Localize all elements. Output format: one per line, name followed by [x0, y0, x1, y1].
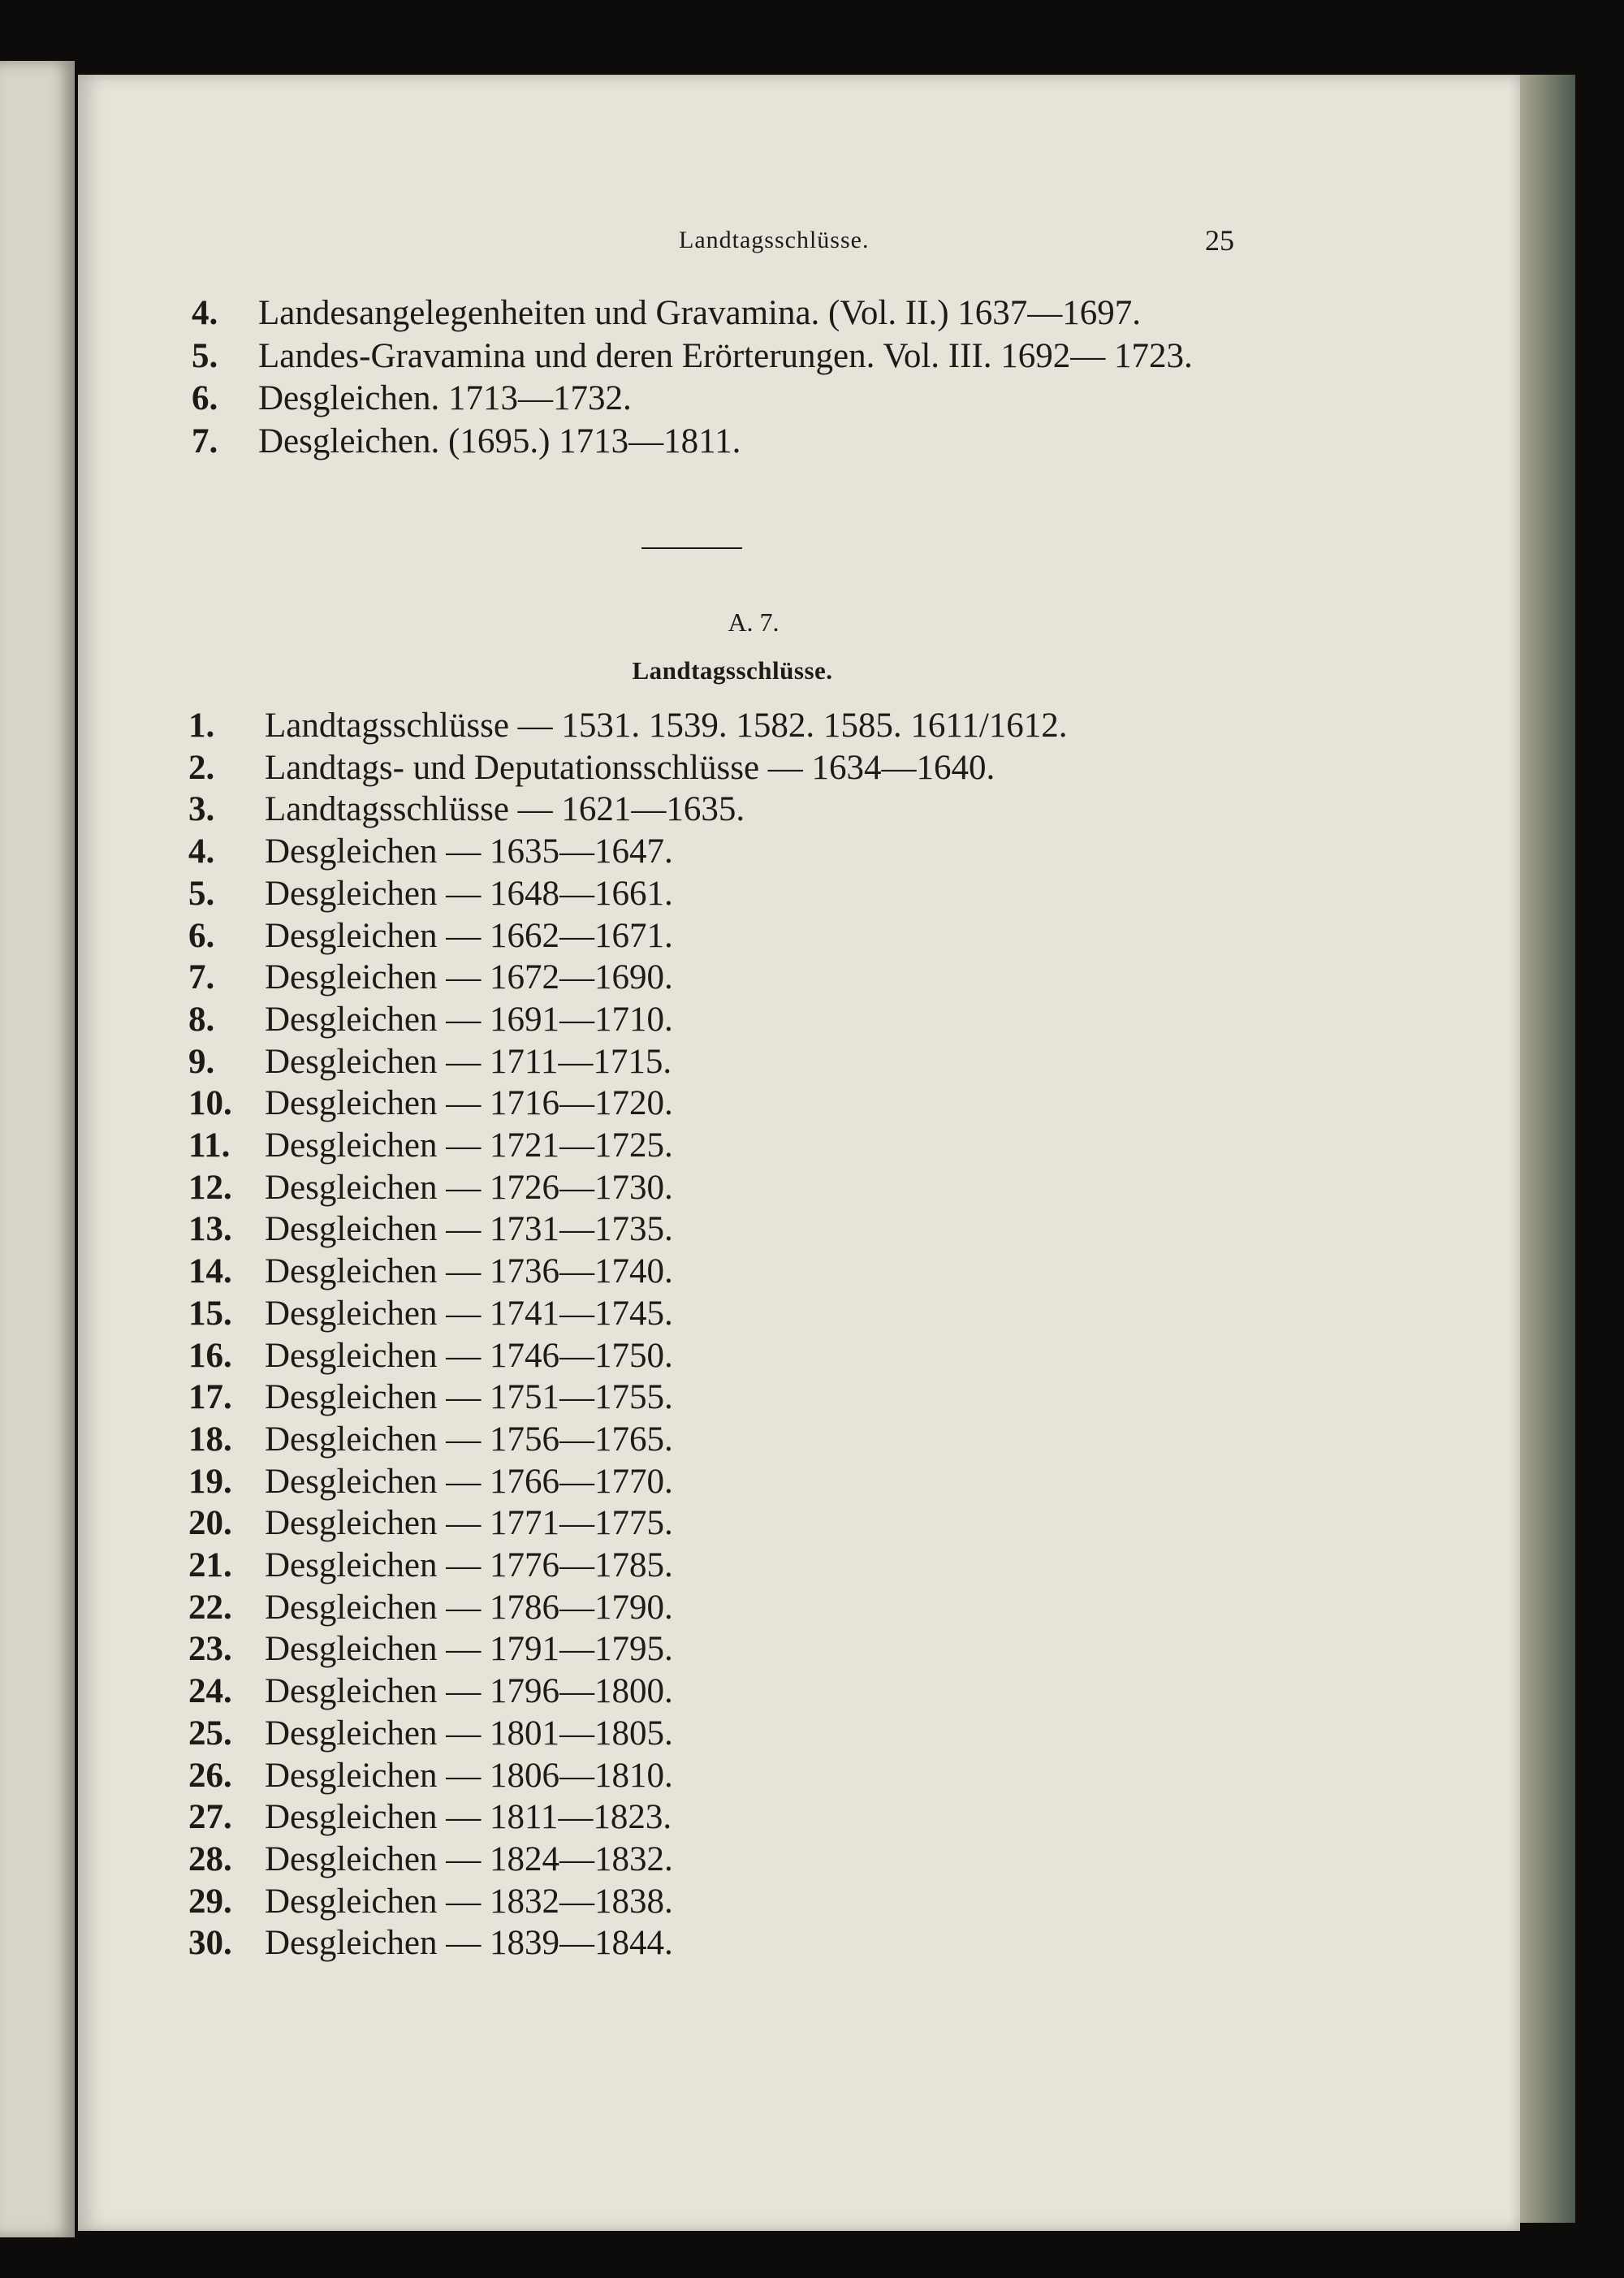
list-item-number: 2. [188, 748, 215, 787]
list-item-text: Desgleichen — 1811—1823. [265, 1798, 672, 1837]
list-item-number: 20. [188, 1504, 232, 1543]
list-item-text: Desgleichen — 1746—1750. [265, 1336, 673, 1375]
list-item-number: 16. [188, 1336, 232, 1375]
list-item-text: Desgleichen — 1806—1810. [265, 1756, 673, 1795]
list-item [188, 831, 1325, 873]
section-title [78, 656, 1520, 685]
list-item-text: Desgleichen. 1713—1732. [258, 379, 632, 417]
list-item-number: 19. [188, 1462, 232, 1501]
list-item-text: Desgleichen — 1766—1770. [265, 1462, 673, 1501]
list-item-number: 21. [188, 1546, 232, 1585]
list-item [188, 873, 1325, 915]
list-item [188, 1671, 1325, 1713]
list-item-number: 7. [188, 958, 215, 997]
list-item [188, 1545, 1325, 1587]
list-item-number: 28. [188, 1839, 232, 1878]
list-item-number: 9. [188, 1042, 215, 1081]
list-item-text: Desgleichen — 1726—1730. [265, 1168, 673, 1207]
list-item [188, 1208, 1325, 1251]
list-item-number: 5. [192, 336, 218, 375]
list-item [192, 378, 1255, 421]
list-item-number: 12. [188, 1168, 232, 1207]
list-item-number: 4. [188, 832, 215, 871]
main-list [188, 705, 1325, 1965]
list-item-number: 30. [188, 1924, 232, 1963]
list-item [188, 789, 1325, 831]
list-item [188, 1502, 1325, 1545]
list-item-text: Desgleichen — 1776—1785. [265, 1546, 673, 1585]
list-item-number: 13. [188, 1210, 232, 1249]
list-item-text: Landtagsschlüsse — 1621—1635. [265, 790, 745, 829]
list-item [188, 1796, 1325, 1839]
list-item-number: 26. [188, 1756, 232, 1795]
list-item [188, 1461, 1325, 1503]
list-item [188, 1628, 1325, 1671]
list-item-text: Desgleichen — 1741—1745. [265, 1294, 673, 1333]
list-item [188, 1587, 1325, 1629]
section-number-text: A. 7. [728, 607, 780, 637]
list-item-number: 14. [188, 1252, 232, 1291]
list-item [192, 335, 1255, 378]
list-item-text: Desgleichen — 1648—1661. [265, 874, 673, 913]
left-page-edge [0, 61, 75, 2237]
list-item-text: Desgleichen — 1751—1755. [265, 1378, 673, 1417]
list-item [188, 1335, 1325, 1377]
book-cover-edge [1510, 75, 1575, 2223]
list-item-number: 25. [188, 1714, 232, 1753]
list-item-text: Desgleichen — 1796—1800. [265, 1672, 673, 1711]
list-item [188, 1881, 1325, 1923]
list-item-text: Desgleichen — 1839—1844. [265, 1924, 673, 1963]
list-item-number: 29. [188, 1882, 232, 1921]
list-item [188, 1251, 1325, 1293]
list-item-text: Landes-Gravamina und deren Erörterungen. Vol. III. 1692— 1723. [258, 336, 1193, 375]
list-item-number: 17. [188, 1378, 232, 1417]
list-item [188, 1125, 1325, 1167]
list-item [188, 1041, 1325, 1083]
list-item-text: Desgleichen — 1832—1838. [265, 1882, 673, 1921]
list-item-number: 6. [192, 379, 218, 417]
list-item-text: Desgleichen — 1662—1671. [265, 916, 673, 955]
page-number: 25 [1205, 224, 1234, 257]
list-item [188, 1167, 1325, 1209]
list-item-text: Desgleichen — 1691—1710. [265, 1000, 673, 1039]
list-item-text: Desgleichen — 1791—1795. [265, 1630, 673, 1669]
section-divider [641, 547, 742, 549]
list-item-text: Landtags- und Deputationsschlüsse — 1634—1640. [265, 748, 996, 787]
list-item-number: 11. [188, 1126, 231, 1165]
list-item-number: 10. [188, 1084, 232, 1123]
running-head [78, 224, 1520, 267]
list-item [188, 747, 1325, 789]
list-item-number: 5. [188, 874, 215, 913]
list-item-text: Desgleichen — 1736—1740. [265, 1252, 673, 1291]
list-item [188, 1713, 1325, 1755]
continued-list [192, 292, 1255, 463]
list-item-text: Desgleichen — 1771—1775. [265, 1504, 673, 1543]
list-item [188, 999, 1325, 1041]
list-item-number: 22. [188, 1588, 232, 1627]
list-item-text: Desgleichen — 1786—1790. [265, 1588, 673, 1627]
list-item [192, 292, 1255, 335]
running-head-title: Landtagsschlüsse. [679, 227, 870, 253]
list-item [188, 1419, 1325, 1461]
list-item [188, 1922, 1325, 1965]
list-item [188, 1839, 1325, 1881]
list-item-number: 7. [192, 421, 218, 460]
list-item [188, 957, 1325, 999]
section-number [81, 607, 1523, 638]
list-item-text: Landtagsschlüsse — 1531. 1539. 1582. 1585. 1611/1612. [265, 707, 1068, 745]
list-item-text: Landesangelegenheiten und Gravamina. (Vol. II.) 1637—1697. [258, 294, 1142, 332]
list-item-text: Desgleichen — 1716—1720. [265, 1084, 673, 1123]
list-item-text: Desgleichen — 1824—1832. [265, 1839, 673, 1878]
list-item [192, 421, 1255, 464]
list-item-text: Desgleichen — 1731—1735. [265, 1210, 673, 1249]
list-item [188, 1083, 1325, 1125]
list-item [188, 1377, 1325, 1419]
list-item [188, 1293, 1325, 1335]
list-item-number: 18. [188, 1420, 232, 1459]
list-item-number: 24. [188, 1672, 232, 1711]
list-item [188, 915, 1325, 957]
list-item-text: Desgleichen — 1711—1715. [265, 1042, 672, 1081]
list-item [188, 705, 1325, 747]
list-item-number: 6. [188, 916, 215, 955]
list-item [188, 1755, 1325, 1797]
list-item-number: 8. [188, 1000, 215, 1039]
list-item-text: Desgleichen — 1801—1805. [265, 1714, 673, 1753]
list-item-number: 1. [188, 707, 215, 745]
list-item-text: Desgleichen — 1672—1690. [265, 958, 673, 997]
list-item-number: 15. [188, 1294, 232, 1333]
list-item-number: 23. [188, 1630, 232, 1669]
list-item-text: Desgleichen — 1635—1647. [265, 832, 673, 871]
list-item-text: Desgleichen — 1721—1725. [265, 1126, 673, 1165]
list-item-number: 3. [188, 790, 215, 829]
list-item-text: Desgleichen. (1695.) 1713—1811. [258, 421, 741, 460]
list-item-number: 4. [192, 294, 218, 332]
list-item-text: Desgleichen — 1756—1765. [265, 1420, 673, 1459]
list-item-number: 27. [188, 1798, 232, 1837]
section-title-text: Landtagsschlüsse. [632, 656, 833, 685]
